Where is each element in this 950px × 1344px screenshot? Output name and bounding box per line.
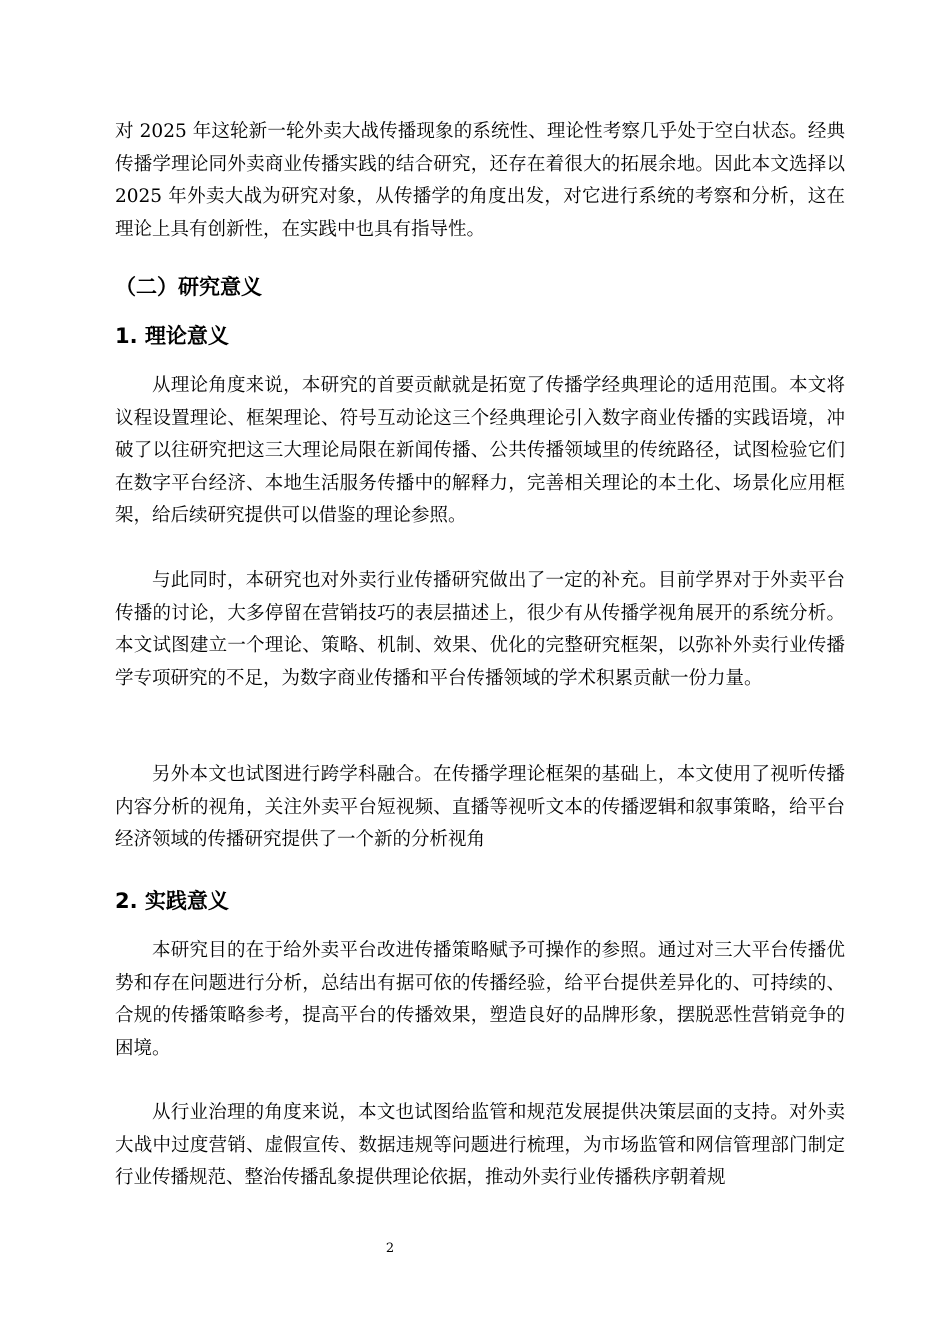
- theory-paragraph-3: 另外本文也试图进行跨学科融合。在传播学理论框架的基础上，本文使用了视听传播内容分析的视角，关注外卖平台短视频、直播等视听文本的传播逻辑和叙事策略，给平台经济领域的传播研究提供了一个新的分析视角: [115, 764, 845, 850]
- section-heading-research-significance: （二）研究意义: [115, 275, 262, 299]
- intro-paragraph: 对 2025 年这轮新一轮外卖大战传播现象的系统性、理论性考察几乎处于空白状态。经典传播学理论同外卖商业传播实践的结合研究，还存在着很大的拓展余地。因此本文选择以 2025 年外卖大战为研究对象，从传播学的角度出发，对它进行系统的考察和分析，这在理论上具有创新性，在实践中也具有指导性。: [115, 121, 845, 240]
- practice-paragraph-1: 本研究目的在于给外卖平台改进传播策略赋予可操作的参照。通过对三大平台传播优势和存在问题进行分析，总结出有据可依的传播经验，给平台提供差异化的、可持续的、合规的传播策略参考，提高平台的传播效果，塑造良好的品牌形象，摆脱恶性营销竞争的困境。: [115, 940, 845, 1059]
- practice-paragraph-2: 从行业治理的角度来说，本文也试图给监管和规范发展提供决策层面的支持。对外卖大战中过度营销、虚假宣传、数据违规等问题进行梳理，为市场监管和网信管理部门制定行业传播规范、整治传播乱象提供理论依据，推动外卖行业传播秩序朝着规: [115, 1102, 845, 1188]
- subheading-practical-significance: 2. 实践意义: [115, 889, 229, 913]
- page-number: 2: [385, 1241, 395, 1256]
- theory-paragraph-2: 与此同时，本研究也对外卖行业传播研究做出了一定的补充。目前学界对于外卖平台传播的讨论，大多停留在营销技巧的表层描述上，很少有从传播学视角展开的系统分析。本文试图建立一个理论、策略、机制、效果、优化的完整研究框架，以弥补外卖行业传播学专项研究的不足，为数字商业传播和平台传播领域的学术积累贡献一份力量。: [115, 570, 845, 689]
- subheading-theoretical-significance: 1. 理论意义: [115, 324, 229, 348]
- theory-paragraph-1: 从理论角度来说，本研究的首要贡献就是拓宽了传播学经典理论的适用范围。本文将议程设置理论、框架理论、符号互动论这三个经典理论引入数字商业传播的实践语境，冲破了以往研究把这三大理论局限在新闻传播、公共传播领域里的传统路径，试图检验它们在数字平台经济、本地生活服务传播中的解释力，完善相关理论的本土化、场景化应用框架，给后续研究提供可以借鉴的理论参照。: [115, 375, 845, 526]
